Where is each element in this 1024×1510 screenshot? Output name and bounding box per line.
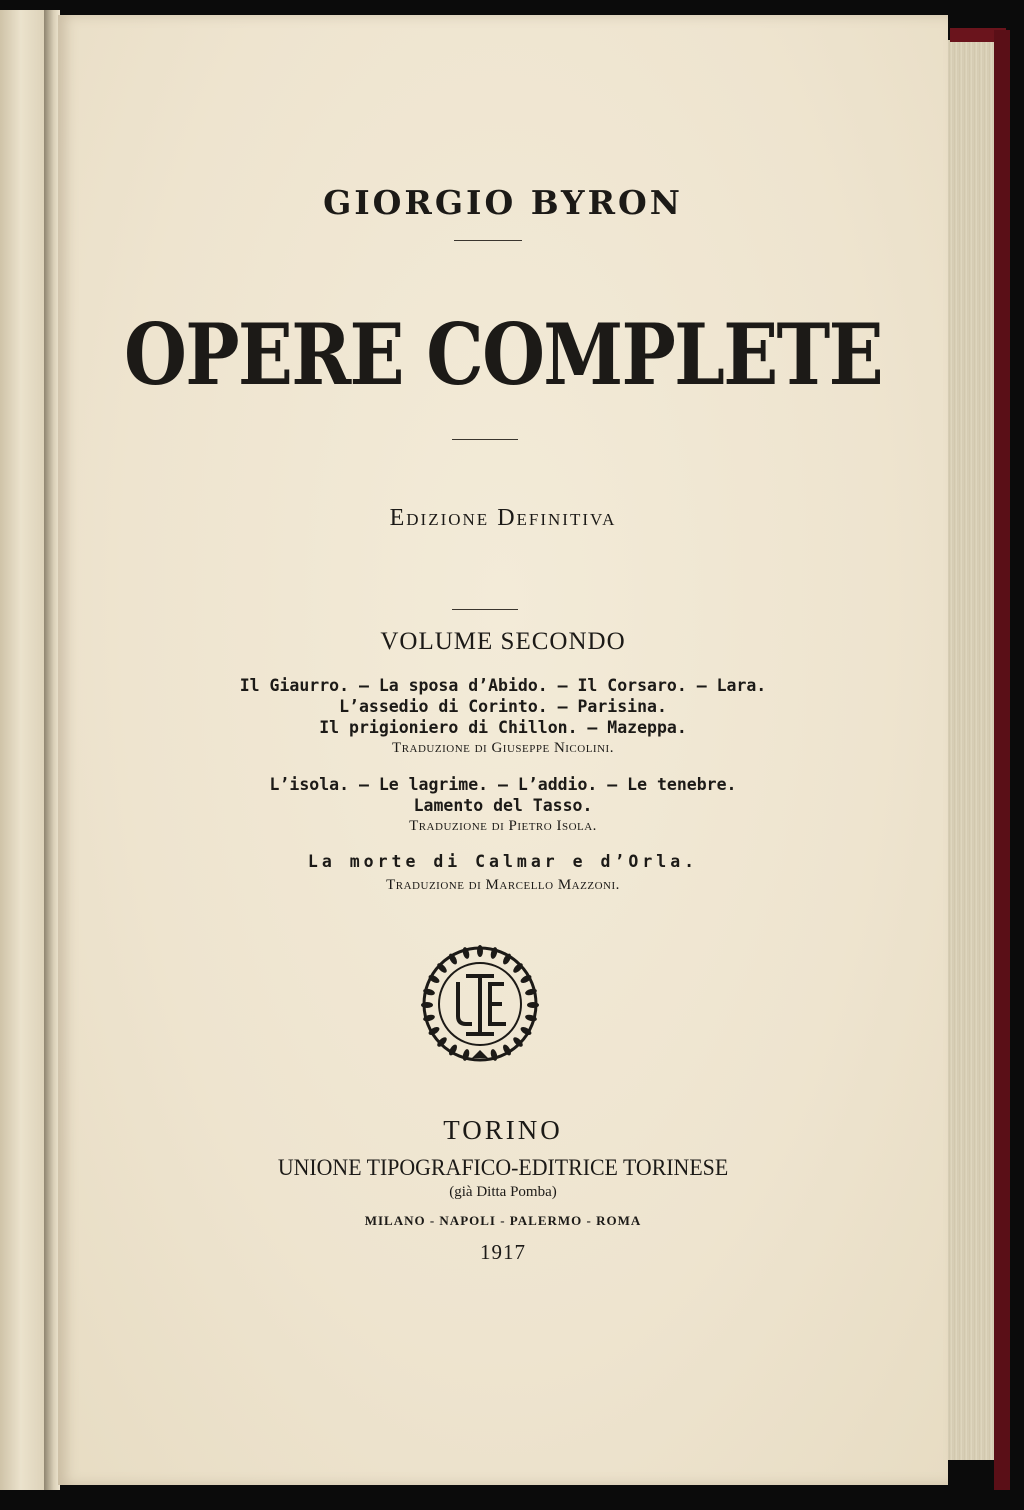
translator-credit: Traduzione di Pietro Isola. [409, 818, 597, 834]
book-cover [994, 30, 1010, 1490]
utet-laurel-wreath-logo [418, 942, 542, 1066]
book-title: OPERE COMPLETE [124, 305, 882, 404]
imprint-cities: MILANO - NAPOLI - PALERMO - ROMA [364, 1213, 642, 1228]
imprint-former-name: (già Ditta Pomba) [449, 1184, 557, 1200]
translator-credit: Traduzione di Giuseppe Nicolini. [392, 740, 614, 756]
imprint-publisher: UNIONE TIPOGRAFICO-EDITRICE TORINESE [277, 1155, 729, 1180]
works-line: Lamento del Tasso. [413, 796, 593, 815]
imprint-year: 1917 [480, 1240, 526, 1264]
works-line: La morte di Calmar e d’Orla. [307, 852, 699, 871]
works-line: L’assedio di Corinto. — Parisina. [339, 697, 667, 716]
works-line: L’isola. — Le lagrime. — L’addio. — Le tenebre. [269, 775, 737, 794]
page-edges [948, 40, 996, 1460]
author-name: GIORGIO BYRON [323, 183, 683, 222]
volume-label: VOLUME SECONDO [380, 628, 626, 655]
divider-rule [452, 439, 518, 440]
divider-rule [452, 609, 518, 610]
divider-rule [454, 240, 522, 241]
works-line: Il prigioniero di Chillon. — Mazeppa. [319, 718, 687, 737]
edition-label: Edizione Definitiva [389, 505, 617, 531]
translator-credit: Traduzione di Marcello Mazzoni. [386, 877, 620, 893]
works-line: Il Giaurro. — La sposa d’Abido. — Il Corsaro. — Lara. [239, 676, 767, 695]
imprint-place: TORINO [443, 1115, 563, 1145]
